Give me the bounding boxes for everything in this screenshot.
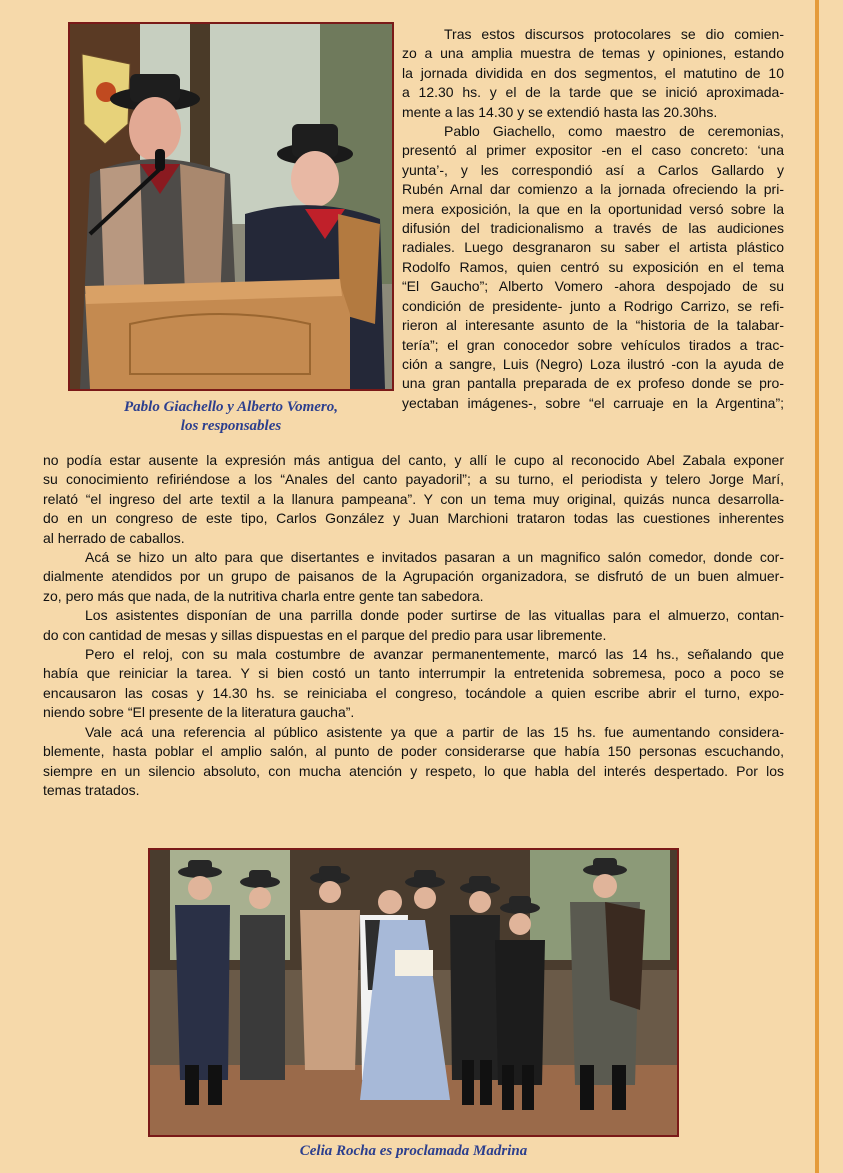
text-line: rieron al interesante asunto de la “historia de la talabar- bbox=[402, 317, 784, 334]
text-line: Acá se hizo un alto para que disertantes e invitados pasaran a un magnifico salón comedor, donde cor- bbox=[85, 549, 784, 566]
text-line: niendo sobre “El presente de la literatura gaucha”. bbox=[43, 704, 355, 721]
article-body-text bbox=[43, 451, 784, 800]
text-line: Pero el reloj, con su mala costumbre de avanzar permanentemente, marcó las 14 hs., señalando que bbox=[85, 646, 784, 663]
text-line: condición de presidente- junto a Rodrigo Carrizo, se refi- bbox=[402, 297, 784, 314]
text-line: tería”; el gran conocedor sobre vehículos tirados a trac- bbox=[402, 336, 784, 353]
caption-line: Celia Rocha es proclamada Madrina bbox=[299, 1143, 528, 1159]
text-line: encausaron las cosas y 14.30 hs. se reiniciaba el congreso, tocándole a quien escribe abrir el turno, expo- bbox=[43, 684, 784, 701]
photo-group-image bbox=[150, 850, 677, 1135]
text-line: Tras estos discursos protocolares se dio comien- bbox=[444, 26, 784, 42]
photo-group bbox=[148, 848, 679, 1137]
text-line: Rodolfo Ramos, quien centró su exposición en el tema bbox=[402, 258, 784, 275]
photo-speakers-caption bbox=[68, 398, 394, 436]
text-line: zo a una amplia muestra de temas y opiniones, estando bbox=[402, 45, 784, 62]
text-line: siempre en un silencio absoluto, con mucha atención y respeto, lo que habla del interés despertado. Por los bbox=[43, 762, 784, 779]
text-line: la jornada dividida en dos segmentos, el matutino de 10 bbox=[402, 64, 784, 81]
text-line: yunta’-, y les correspondió así a Carlos Gallardo y bbox=[402, 161, 784, 178]
text-line: a 12.30 hs. y el de la tarde que se inició aproximada- bbox=[402, 84, 784, 101]
text-line: yectaban imágenes-, sobre “el carruaje en la Argentina”; bbox=[402, 394, 784, 411]
text-line: radiales. Luego desgranaron su saber el artista plástico bbox=[402, 239, 784, 256]
text-line: no podía estar ausente la expresión más antigua del canto, y allí le cupo al reconocido Abel Zabala exponer bbox=[43, 452, 784, 468]
text-line: relató “el ingreso del arte textil a la llanura pampeana”. Y con un tema muy original, quizás nunca desarrolla- bbox=[43, 490, 784, 507]
text-line: su conocimiento refiriéndose a los “Anales del canto payadoril”; a su turno, el periodista y telero Jorge Marí, bbox=[43, 471, 784, 488]
text-line: había que reiniciar la tarea. Y si bien costó un tanto interrumpir la entretenida sobremesa, poco a poco se bbox=[43, 665, 784, 682]
article-column-text bbox=[402, 25, 784, 413]
text-line: Vale acá una referencia al público asistente ya que a partir de las 15 hs. fue aumentando considera- bbox=[85, 723, 784, 740]
text-line: “El Gaucho”; Alberto Vomero -ahora despojado de su bbox=[402, 278, 784, 295]
text-line: blemente, hasta poblar el amplio salón, al punto de poder considerarse que había 150 personas escuchando, bbox=[43, 743, 784, 760]
text-line: Los asistentes disponían de una parrilla donde poder surtirse de las vituallas para el almuerzo, contan- bbox=[85, 607, 784, 624]
text-line: Pablo Giachello, como maestro de ceremonias, bbox=[444, 123, 784, 140]
text-line: dialmente atendidos por un grupo de paisanos de la Agrupación organizadora, se disfrutó de un buen almuer- bbox=[43, 568, 784, 585]
text-line: difusión del tradicionalismo a través de las audiciones bbox=[402, 220, 784, 237]
text-line: temas tratados. bbox=[43, 781, 140, 798]
page-border bbox=[815, 0, 819, 1173]
text-line: do en un congreso de este tipo, Carlos González y Juan Marchioni trataron todas las cuestiones inherentes bbox=[43, 510, 784, 527]
photo-speakers-image bbox=[70, 24, 392, 389]
text-line: mente a las 14.30 y se extendió hasta las 20.30hs. bbox=[402, 103, 718, 120]
text-line: una gran pantalla preparada de ex profeso donde se pro- bbox=[402, 375, 784, 392]
text-line: Rubén Arnal dar comienzo a la jornada ofreciendo la pri- bbox=[402, 181, 784, 198]
caption-line: Pablo Giachello y Alberto Vomero, bbox=[123, 399, 338, 415]
text-line: al herrado de caballos. bbox=[43, 529, 185, 546]
text-line: presentó al primer expositor -en el caso concreto: ‘una bbox=[402, 142, 784, 159]
text-line: zo, pero más que nada, de la nutritiva charla entre gente tan sabedora. bbox=[43, 587, 484, 604]
text-line: ción a sangre, Luis (Negro) Loza ilustró -con la ayuda de bbox=[402, 355, 784, 372]
caption-line: los responsables bbox=[180, 418, 282, 434]
text-line: mera exposición, la que en la oportunidad versó sobre la bbox=[402, 200, 784, 217]
photo-group-caption bbox=[148, 1142, 679, 1161]
photo-speakers bbox=[68, 22, 394, 391]
text-line: do con cantidad de mesas y sillas dispuestas en el parque del predio para usar libremente. bbox=[43, 626, 607, 643]
